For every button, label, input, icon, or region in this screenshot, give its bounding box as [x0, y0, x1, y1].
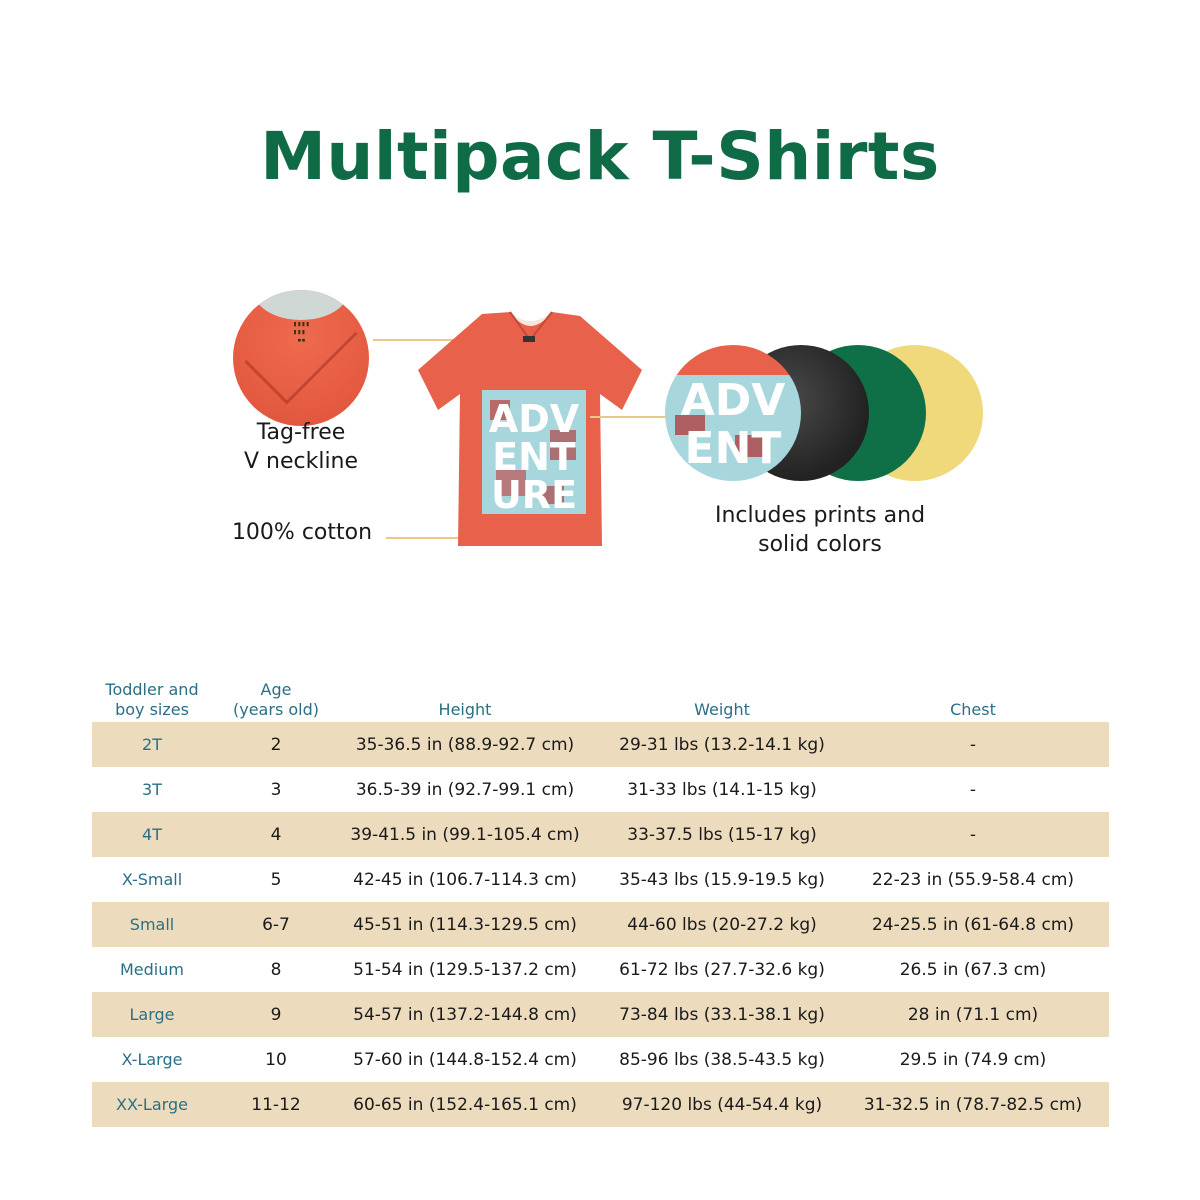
- header-size: [92, 676, 212, 722]
- cell-age: 11-12: [251, 1094, 301, 1115]
- cell-age: 4: [270, 824, 282, 845]
- svg-text:ENT: ENT: [492, 435, 576, 479]
- cell-age: 3: [270, 779, 282, 800]
- cell-height: 39-41.5 in (99.1-105.4 cm): [350, 824, 580, 845]
- cell-chest: 26.5 in (67.3 cm): [899, 959, 1047, 980]
- color-swatches: [665, 345, 985, 485]
- svg-text:ENT: ENT: [684, 423, 782, 474]
- cell-height: 57-60 in (144.8-152.4 cm): [353, 1049, 577, 1070]
- cell-weight: 31-33 lbs (14.1-15 kg): [627, 779, 817, 800]
- header-chest: Chest: [950, 700, 996, 719]
- cell-weight: 85-96 lbs (38.5-43.5 kg): [619, 1049, 825, 1070]
- printed-label-icon: ▮▮▮▮ ▮▮▮ ▪▪: [293, 320, 310, 344]
- table-row: [92, 767, 1109, 812]
- size-chart-table: [92, 676, 1109, 1127]
- table-row: [92, 812, 1109, 857]
- table-row: [92, 722, 1109, 767]
- colors-feature-label: [690, 501, 950, 559]
- cell-age: 10: [265, 1049, 287, 1070]
- cell-weight: 44-60 lbs (20-27.2 kg): [627, 914, 817, 935]
- cell-age: 2: [270, 734, 282, 755]
- neckline-detail-image: [233, 290, 369, 426]
- cell-height: 60-65 in (152.4-165.1 cm): [353, 1094, 577, 1115]
- colors-label-line1: Includes prints and: [714, 503, 926, 528]
- print-pattern-icon: [665, 345, 801, 481]
- cell-weight: 35-43 lbs (15.9-19.5 kg): [619, 869, 825, 890]
- table-header: [92, 676, 1109, 722]
- cell-chest: -: [969, 734, 977, 755]
- cell-weight: 61-72 lbs (27.7-32.6 kg): [619, 959, 825, 980]
- cell-size: X-Small: [121, 870, 183, 889]
- cell-size: X-Large: [121, 1050, 183, 1069]
- cell-height: 51-54 in (129.5-137.2 cm): [353, 959, 577, 980]
- cell-age: 9: [270, 1004, 282, 1025]
- cell-weight: 33-37.5 lbs (15-17 kg): [627, 824, 817, 845]
- header-weight: Weight: [694, 700, 750, 719]
- header-size-line2: boy sizes: [115, 700, 189, 719]
- cell-weight: 29-31 lbs (13.2-14.1 kg): [619, 734, 825, 755]
- cell-weight: 97-120 lbs (44-54.4 kg): [621, 1094, 823, 1115]
- cell-height: 36.5-39 in (92.7-99.1 cm): [355, 779, 575, 800]
- table-row: [92, 902, 1109, 947]
- svg-text:ADV: ADV: [680, 375, 786, 426]
- table-row: [92, 857, 1109, 902]
- cell-chest: 22-23 in (55.9-58.4 cm): [871, 869, 1075, 890]
- cell-size: Small: [129, 915, 175, 934]
- cell-chest: 28 in (71.1 cm): [907, 1004, 1039, 1025]
- tshirt-image: [410, 310, 650, 550]
- header-age-line1: Age: [260, 680, 292, 699]
- cell-height: 45-51 in (114.3-129.5 cm): [353, 914, 577, 935]
- neckline-label-line1: Tag-free: [256, 420, 346, 445]
- cell-age: 5: [270, 869, 282, 890]
- cell-height: 42-45 in (106.7-114.3 cm): [353, 869, 577, 890]
- cell-size: 2T: [142, 735, 162, 754]
- cotton-feature-label: 100% cotton: [231, 520, 373, 545]
- swatch-print: [665, 345, 801, 481]
- cell-weight: 73-84 lbs (33.1-38.1 kg): [619, 1004, 825, 1025]
- cell-height: 35-36.5 in (88.9-92.7 cm): [355, 734, 575, 755]
- table-row: [92, 992, 1109, 1037]
- cell-chest: 24-25.5 in (61-64.8 cm): [871, 914, 1075, 935]
- page-title: Multipack T-Shirts: [260, 118, 940, 195]
- cell-chest: -: [969, 824, 977, 845]
- v-neck-seam: [244, 291, 357, 404]
- cell-chest: -: [969, 779, 977, 800]
- header-size-line1: Toddler and: [105, 680, 199, 699]
- cell-height: 54-57 in (137.2-144.8 cm): [353, 1004, 577, 1025]
- cell-age: 6-7: [262, 914, 290, 935]
- neckline-label-line2: V neckline: [243, 449, 359, 474]
- table-row: [92, 1082, 1109, 1127]
- print-leader-line: [590, 416, 670, 418]
- neckline-feature-label: [233, 418, 369, 476]
- svg-text:URE: URE: [490, 473, 578, 517]
- header-age: [222, 676, 330, 722]
- cell-chest: 29.5 in (74.9 cm): [899, 1049, 1047, 1070]
- cell-size: Large: [129, 1005, 175, 1024]
- cell-size: Medium: [120, 960, 184, 979]
- cell-chest: 31-32.5 in (78.7-82.5 cm): [863, 1094, 1083, 1115]
- cell-size: 4T: [142, 825, 162, 844]
- cell-size: XX-Large: [116, 1095, 188, 1114]
- table-row: [92, 1037, 1109, 1082]
- colors-label-line2: solid colors: [758, 532, 882, 557]
- header-height: Height: [438, 700, 492, 719]
- cell-age: 8: [270, 959, 282, 980]
- header-age-line2: (years old): [233, 700, 319, 719]
- cell-size: 3T: [142, 780, 162, 799]
- svg-text:ADV: ADV: [488, 397, 580, 441]
- table-row: [92, 947, 1109, 992]
